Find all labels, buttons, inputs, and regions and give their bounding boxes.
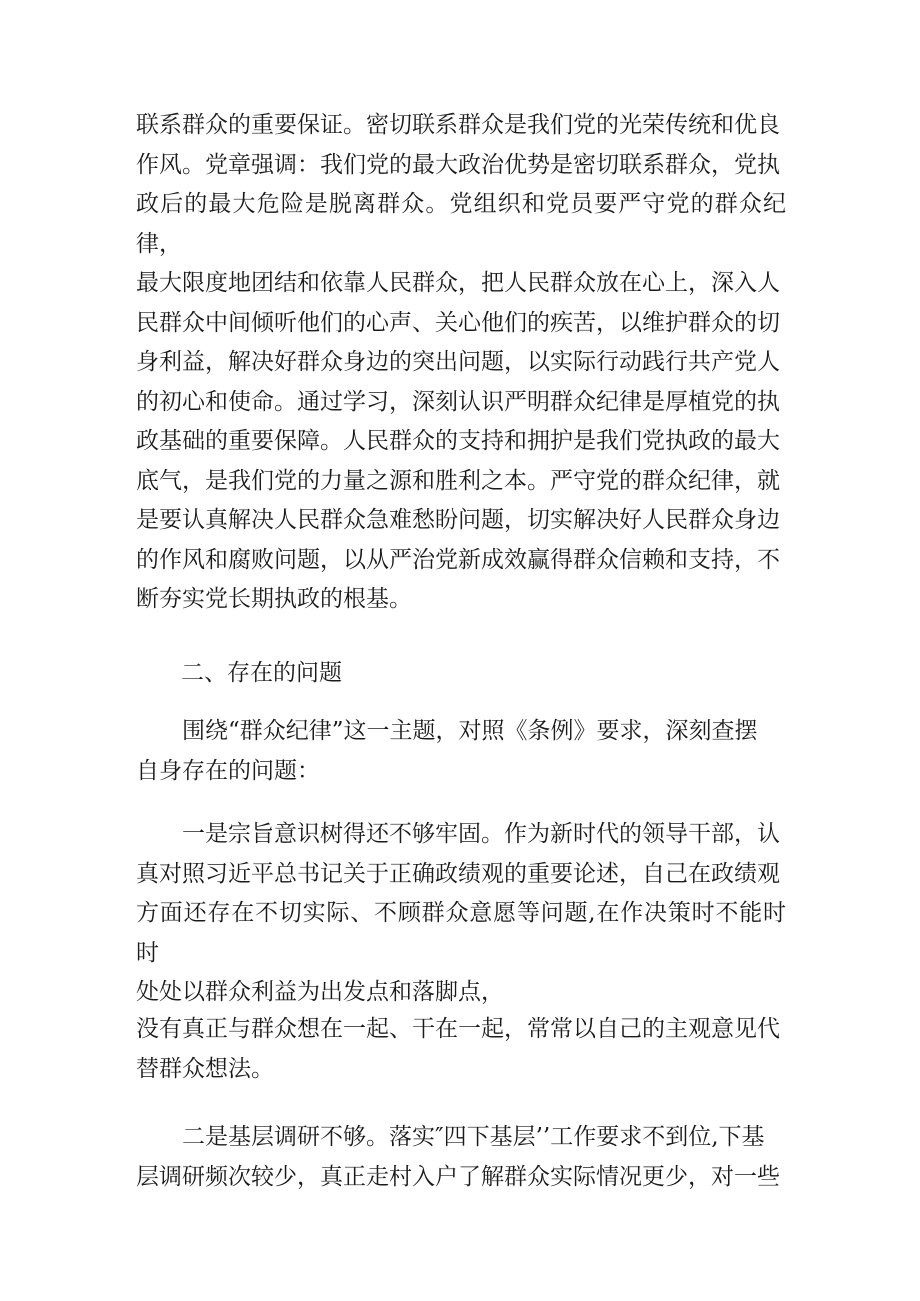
section-heading: 二、存在的问题	[181, 660, 342, 686]
body-paragraph: 二是基层调研不够。落实″四下基层’’工作要求不到位,下基 层调研频次较少，真正走村入户了解群众实际情况更少，对一些	[136, 1124, 780, 1190]
body-paragraph: 一是宗旨意识树得还不够牢固。作为新时代的领导干部，认 真对照习近平总书记关于正确政绩观的重要论述，自己在政绩观 方面还存在不切实际、不顾群众意愿等问题,在作决策时不能时时 处处以群众利益为出发点和落脚点，	[136, 821, 786, 1005]
body-paragraph: 围绕“群众纪律”这一主题，对照《条例》要求，深刻查摆 自身存在的问题：	[136, 718, 758, 784]
body-paragraph: 没有真正与群众想在一起、干在一起，常常以自己的主观意见代 替群众想法。	[136, 1016, 780, 1082]
body-paragraph: 联系群众的重要保证。密切联系群众是我们党的光荣传统和优良 作风。党章强调：我们党的最大政治优势是密切联系群众，党执 政后的最大危险是脱离群众。党组织和党员要严守党的群众纪律， 最大限度地团结和依靠人民群众，把人民群众放在心上，深入人 民群众中间倾听他们的心声、关心他们的疾苦，以维护群众的切 身利益，解决好群众身边的突出问题，以实际行动践行共产党人 的初心和使命。通过学习，深刻认识严明群众纪律是厚植党的执 政基础的重要保障。人民群众的支持和拥护是我们党执政的最大 底气，是我们党的力量之源和胜利之本。严守党的群众纪律，就 是要认真解决人民群众急难愁盼问题，切实解决好人民群众身边 的作风和腐败问题，以从严治党新成效赢得群众信赖和支持，不 断夯实党长期执政的根基。	[136, 112, 786, 612]
